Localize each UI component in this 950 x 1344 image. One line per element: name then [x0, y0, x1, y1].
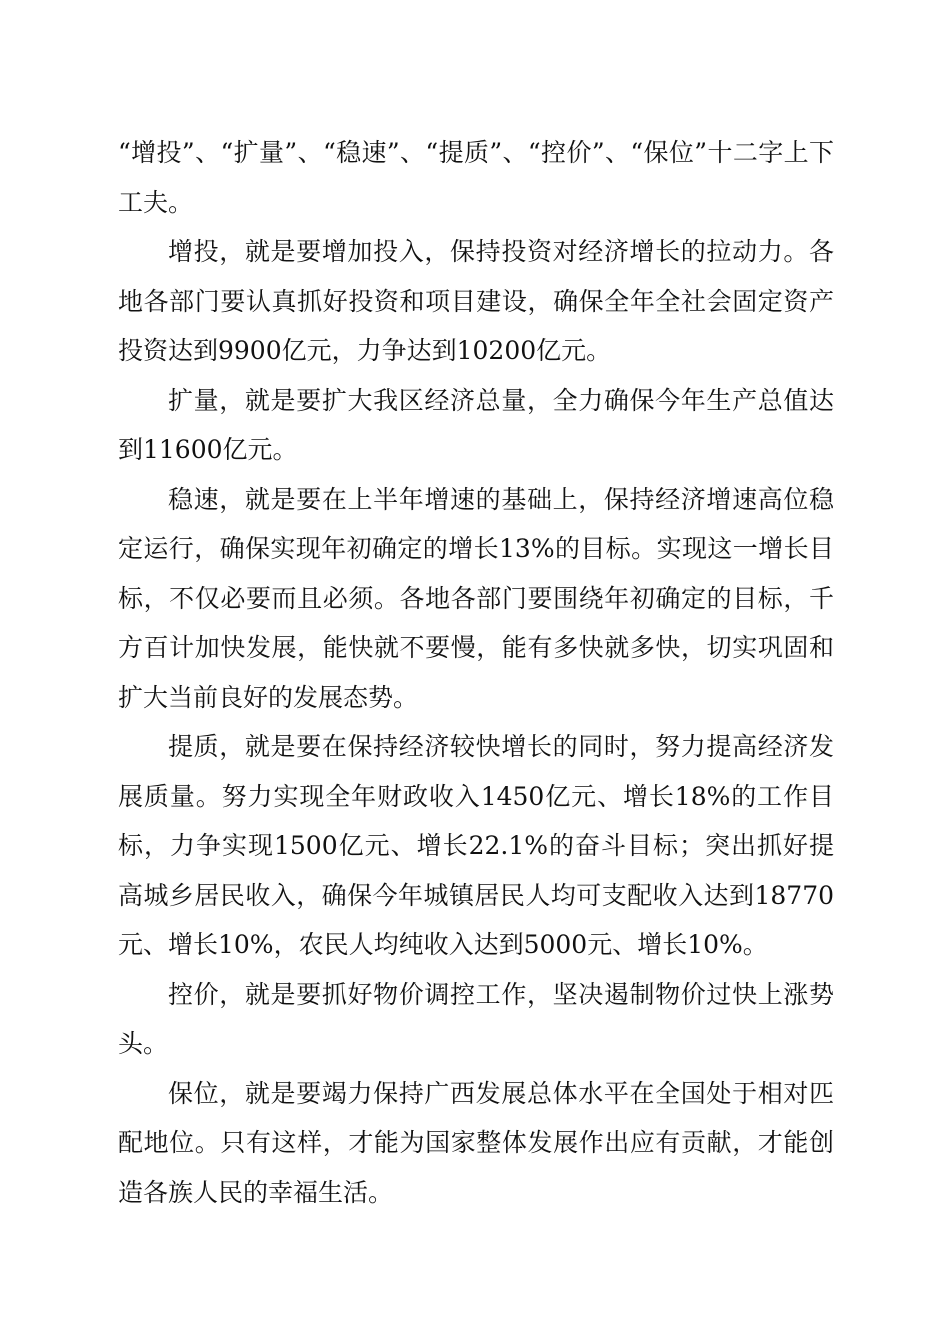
paragraph-increase-investment: 增投，就是要增加投入，保持投资对经济增长的拉动力。各地各部门要认真抓好投资和项目建设，确保全年全社会固定资产投资达到9900亿元，力争达到10200亿元。 — [118, 237, 834, 365]
paragraph-maintain-position: 保位，就是要竭力保持广西发展总体水平在全国处于相对匹配地位。只有这样，才能为国家整体发展作出应有贡献，才能创造各族人民的幸福生活。 — [118, 1078, 834, 1207]
paragraph-expand-volume: 扩量，就是要扩大我区经济总量，全力确保今年生产总值达到11600亿元。 — [118, 385, 834, 464]
paragraph-control-prices: 控价，就是要抓好物价调控工作，坚决遏制物价过快上涨势头。 — [118, 979, 834, 1058]
paragraph-improve-quality: 提质，就是要在保持经济较快增长的同时，努力提高经济发展质量。努力实现全年财政收入1450亿元、增长18%的工作目标，力争实现1500亿元、增长22.1%的奋斗目标；突出抓好提高城乡居民收入，确保今年城镇居民人均可支配收入达到18770元、增长10%，农民人均纯收入达到5000元、增长10%。 — [118, 732, 834, 959]
paragraph-stabilize-speed: 稳速，就是要在上半年增速的基础上，保持经济增速高位稳定运行，确保实现年初确定的增长13%的目标。实现这一增长目标，不仅必要而且必须。各地各部门要围绕年初确定的目标，千方百计加快发展，能快就不要慢，能有多快就多快，切实巩固和扩大当前良好的发展态势。 — [118, 484, 834, 712]
paragraph-continuation: “增投”、“扩量”、“稳速”、“提质”、“控价”、“保位”十二字上下工夫。 — [118, 138, 834, 217]
document-body — [118, 128, 834, 1217]
